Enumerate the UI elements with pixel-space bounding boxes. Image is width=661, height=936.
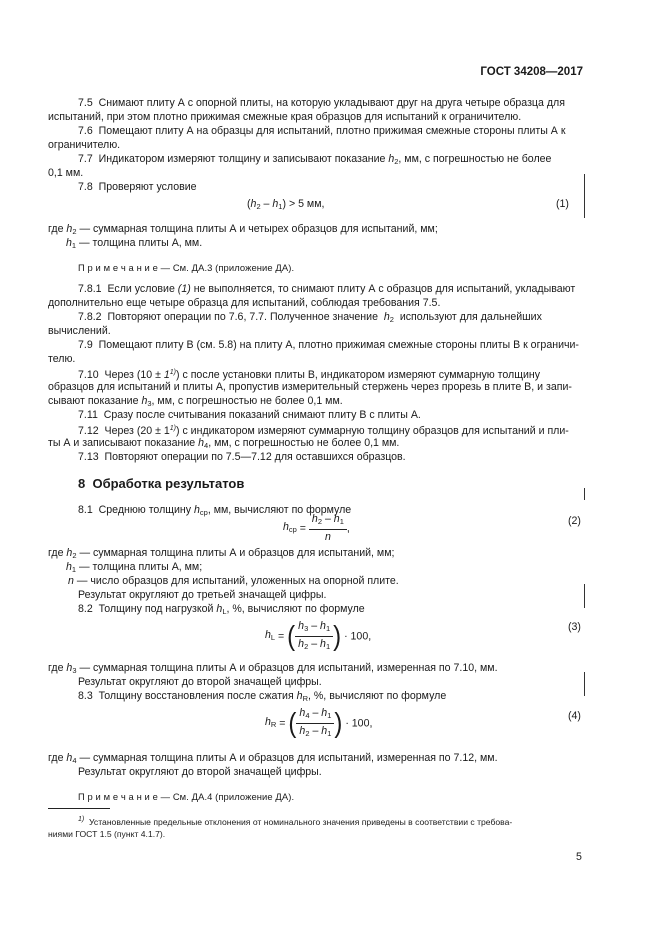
formula-lhs [265,629,275,641]
clause-text: , мм, с погрешностью не более 0,1 мм. [151,395,343,407]
clause-7-8-1-line-2: дополнительно еще четыре образца для испытаний, соблюдая требования 7.5. [48,297,441,309]
clause-7-13 [78,450,406,464]
var-subscript: 1 [325,624,331,633]
var-subscript: R [302,694,308,703]
clause-7-8-2-line-1 [78,310,542,327]
footnote-separator [48,808,110,809]
var-subscript: 4 [204,441,209,450]
clause-text: Индикатором измеряют толщину и записывают показание [98,153,386,165]
clause-7-7-line-1 [78,152,551,169]
clause-text: Повторяют операции по 7.6, 7.7. Полученное значение [107,311,378,323]
footnote-ref: 1) [169,369,176,376]
section-8-heading [78,476,244,491]
clause-number: 7.10 [78,369,99,381]
symbol-h2 [388,153,398,165]
clause-number: 7.8 [78,181,93,193]
var-h: h [298,638,305,650]
var-subscript: L [222,607,227,616]
var-subscript: 2 [256,202,261,211]
clause-text: ты А и записывают показание [48,437,196,449]
left-paren: ( [288,707,297,739]
equation-number-1: (1) [556,198,569,210]
clause-number: 7.9 [78,339,93,351]
clause-text: Помещают плиту В (см. 5.8) на плиту А, плотно прижимая смежные стороны плиты В к ограничи- [98,339,579,351]
formula-rest: ) > 5 мм, [282,198,325,210]
symbol-h3 [141,395,151,407]
note-2 [78,791,294,802]
where-prefix: где [48,662,64,674]
clause-text: , %, вычисляют по формуле [308,690,447,702]
where-text: — толщина плиты А, мм. [76,237,203,249]
equals-sign: = [299,522,306,535]
minus-sign: – [309,707,322,719]
var-subscript: 2 [317,517,322,526]
var-n: n [68,575,74,587]
symbol-h2 [384,311,394,323]
clause-text: , мм, вычисляют по формуле [207,504,352,516]
var-h: h [296,690,303,702]
clause-number: 7.12 [78,425,99,437]
clause-number: 8.1 [78,504,93,516]
var-h: h [141,395,148,407]
var-subscript: 2 [394,157,399,166]
formula-4 [265,707,372,740]
clause-7-9-line-1 [78,338,579,352]
symbol-hL [216,603,226,615]
symbol-h2 [66,223,76,235]
clause-number: 8.2 [78,603,93,615]
var-subscript: 4 [72,756,77,765]
clause-7-8-1-line-1 [78,282,575,296]
clause-text: Снимают плиту А с опорной плиты, на которую укладывают друг на друга четыре образца для [98,97,565,109]
page-number: 5 [576,851,582,863]
clause-7-11 [78,408,421,422]
clause-7-8 [78,180,197,194]
var-h: h [265,629,271,641]
symbol-hR [297,690,308,702]
minus-sign: – [322,513,334,525]
where-prefix: где [48,223,64,235]
clause-7-8-2-line-2: вычислений. [48,325,111,337]
var-subscript: 2 [389,315,394,324]
var-h: h [383,311,390,323]
clause-number: 7.8.2 [78,311,102,323]
clause-8-2 [78,602,365,619]
var-subscript: 1 [325,642,331,651]
symbol-h1 [66,561,76,573]
var-subscript: 3 [304,624,309,633]
var-h: h [320,620,326,632]
clause-number: 7.8.1 [78,283,102,295]
where-text: — суммарная толщина плиты А и образцов для испытаний, измеренная по 7.12, мм. [76,752,498,764]
clause-text: ) с индикатором измеряют суммарную толщину образцов для испытаний и пли- [175,425,569,437]
fraction-numerator [295,620,333,637]
clause-text: Помещают плиту А на образцы для испытаний, плотно прижимая смежные стороны плиты А к [98,125,566,137]
var-h: h [333,513,340,525]
formula-lhs [265,716,276,728]
fraction-numerator [296,707,334,724]
note-1 [78,262,294,273]
clause-number: 7.11 [78,409,98,421]
symbol-h3 [66,662,76,674]
equals-sign: = [278,630,285,643]
var-subscript: R [270,720,277,729]
rounding-rule: Результат округляют до второй значащей цифры. [78,676,322,688]
where-h1-line [66,236,202,253]
formula-3 [265,620,371,653]
section-title: Обработка результатов [92,476,245,491]
clause-text: Сразу после считывания показаний снимают плиту В с плиты А. [103,409,421,421]
note-label: П р и м е ч а н и е — [78,791,173,802]
var-subscript: ср [199,508,208,517]
footnote-text: Установленные предельные отклонения от номинального значения приведены в соответствии с требова- [89,817,513,827]
var-subscript: 1 [327,729,332,738]
clause-8-3 [78,689,446,706]
var-h: h [299,725,306,737]
footnote-ref: 1) [169,425,176,432]
equals-sign: = [279,717,286,730]
clause-number: 7.6 [78,125,93,137]
clause-text: Толщину под нагрузкой [98,603,214,615]
formula-tail: · 100, [345,717,373,730]
var-subscript: 1 [278,202,283,211]
fraction-numerator [309,513,347,530]
formula-2: $h_{ср}$ = $\frac{h_2 - h_1}{n}$ , [283,513,350,543]
right-paren: ) [334,707,343,739]
fraction-denominator [296,724,334,740]
var-h: h [66,547,73,559]
var-h: h [321,725,328,737]
formula-reference: (1) [177,283,191,295]
clause-7-9-line-2: телю. [48,353,76,365]
var-h: h [299,707,306,719]
symbol-hcp [194,504,208,516]
where-text: — суммарная толщина плиты А и четырех образцов для испытаний, мм; [76,223,438,235]
footnote-line-1 [78,814,512,828]
clause-text: используют для дальнейших [399,311,542,323]
var-subscript: 2 [304,642,309,651]
var-h: h [66,237,72,249]
var-subscript: ср [288,525,297,534]
clause-text: Среднюю толщину [98,504,192,516]
var-subscript: 1 [71,565,77,574]
clause-text: Через (20 ± 1 [104,425,170,437]
change-bar [584,174,585,218]
clause-7-5-line-2: испытаний, при этом плотно прижимая смежные края образцов для испытаний к ограничителю. [48,111,522,123]
symbol-h2 [66,547,76,559]
clause-7-6-line-2: ограничителю. [48,139,121,151]
var-h: h [216,603,223,615]
minus-sign: – [308,620,321,632]
footnote-line-2: ниями ГОСТ 1.5 (пункт 4.1.7). [48,829,166,839]
rounding-rule: Результат округляют до третьей значащей цифры. [78,589,327,601]
var-h: h [66,561,72,573]
right-paren: ) [333,620,342,652]
clause-7-5-line-1 [78,96,565,110]
var-h: h [194,504,200,516]
fraction [295,620,333,653]
section-number: 8 [78,476,86,491]
var-h: h [311,513,318,525]
var-h: h [66,223,73,235]
clause-text: , %, вычисляют по формуле [226,603,365,615]
where-text: — толщина плиты А, мм; [76,561,203,573]
var-h: h [320,638,326,650]
var-subscript: 1 [71,241,77,250]
clause-number: 7.5 [78,97,93,109]
clause-7-10-line-2: образцов для испытаний и плиты А, пропустив измерительный стержень через прорезь в плите В, и запи- [48,381,572,393]
var-subscript: 2 [305,729,310,738]
note-label: П р и м е ч а н и е — [78,262,173,273]
where-text: — суммарная толщина плиты А и образцов для испытаний, мм; [76,547,395,559]
clause-text: ) с после установки плиты В, индикатором измеряют суммарную толщину [175,369,541,381]
change-bar [584,584,585,608]
formula-1 [247,197,324,214]
clause-number: 7.13 [78,451,99,463]
formula-lhs [283,521,297,533]
var-subscript: 3 [72,666,77,675]
var-subscript: 3 [147,399,152,408]
clause-text: Через (10 ± [104,369,164,381]
var-subscript: L [270,633,276,642]
change-bar [584,672,585,696]
clause-text: Повторяют операции по 7.5—7.12 для оставшихся образцов. [104,451,406,463]
var-h: h [66,662,73,674]
var-h: h [198,437,205,449]
var-h: h [298,620,305,632]
clause-text: , мм, с погрешностью не более 0,1 мм. [208,437,400,449]
where-prefix: где [48,752,64,764]
standard-designation: ГОСТ 34208—2017 [480,66,583,78]
left-paren: ( [287,620,296,652]
var-subscript: 4 [305,711,310,720]
var-h: h [66,752,73,764]
equation-number-3: (3) [568,621,581,633]
minus-sign: – [309,725,322,737]
formula-tail: · 100, [344,630,372,643]
var-h: h [283,521,289,533]
clause-text: Проверяют условие [98,181,197,193]
footnote-marker: 1) [78,816,85,823]
clause-number: 7.7 [78,153,93,165]
var-h: h [388,153,395,165]
clause-7-6-line-1 [78,124,565,138]
var-h: h [265,716,271,728]
clause-7-7-line-2: 0,1 мм. [48,167,84,179]
clause-number: 8.3 [78,690,93,702]
change-bar [584,488,585,500]
var-subscript: 1 [327,711,332,720]
var-h: h [250,198,257,210]
var-h: h [272,198,279,210]
fraction [296,707,334,740]
clause-text: , мм, с погрешностью не более [398,153,552,165]
symbol-h4 [66,752,76,764]
note-text: См. ДА.3 (приложение ДА). [172,262,295,273]
where-text: — суммарная толщина плиты А и образцов для испытаний, измеренная по 7.10, мм. [76,662,498,674]
clause-text: не выполняется, то снимают плиту А с образцов для испытаний, укладывают [190,283,576,295]
minus-sign: – [308,638,321,650]
symbol-h1 [66,237,76,249]
rounding-rule: Результат округляют до второй значащей цифры. [78,766,322,778]
fraction-denominator: n [324,531,331,543]
var-subscript: 1 [339,517,344,526]
fraction [309,513,347,544]
formula-paren: ( [247,198,251,210]
var-subscript: 2 [72,551,77,560]
clause-text: Толщину восстановления после сжатия [98,690,294,702]
where-text: — число образцов для испытаний, уложенных на опорной плите. [73,575,399,587]
note-text: См. ДА.4 (приложение ДА). [172,791,295,802]
clause-text: Если условие [107,283,178,295]
formula-operator: – [260,198,273,210]
equation-number-2: (2) [568,515,581,527]
tolerance-value: 1 [163,369,170,381]
equation-number-4: (4) [568,710,581,722]
where-n-line [68,574,399,588]
var-h: h [321,707,328,719]
var-subscript: 2 [72,227,77,236]
where-prefix: где [48,547,64,559]
symbol-h4 [198,437,208,449]
fraction-denominator [295,637,333,653]
clause-text: сывают показание [48,395,139,407]
